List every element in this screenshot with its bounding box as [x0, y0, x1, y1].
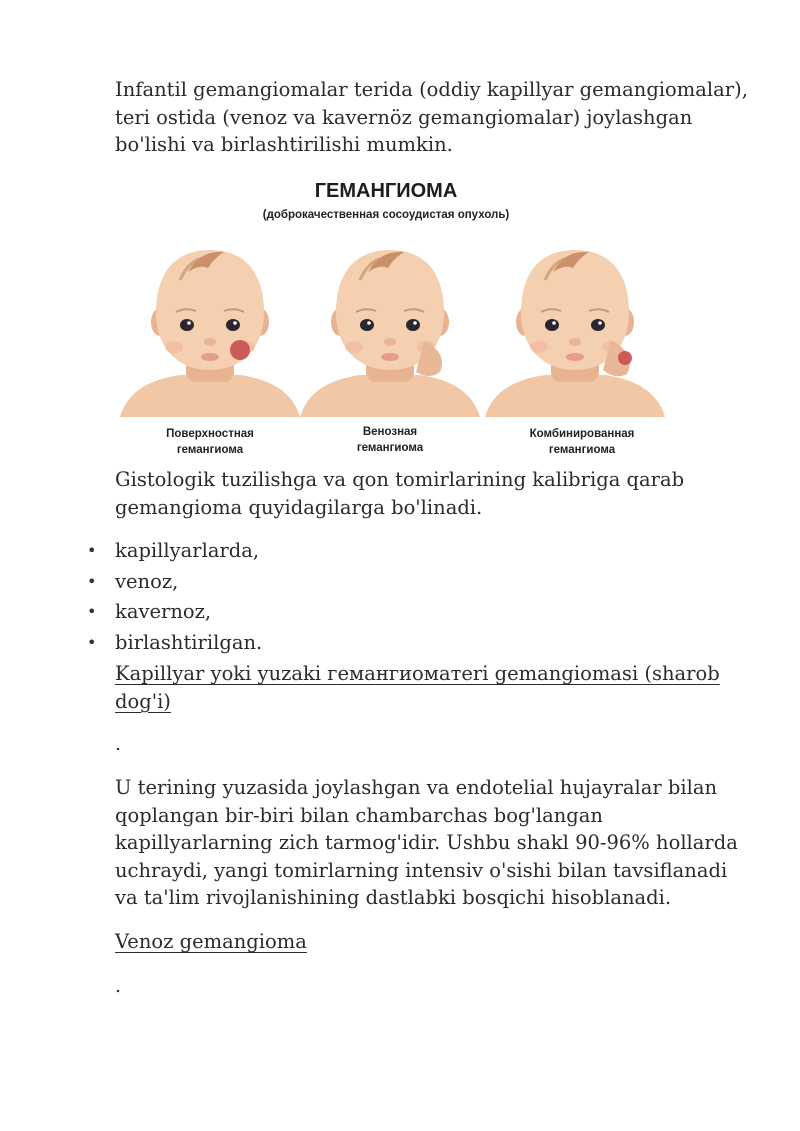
venous-heading[interactable] — [115, 928, 755, 956]
description-line: va ta'lim rivojlanishining dastlabki bosqichi hisoblanadi. — [115, 886, 672, 909]
description-line: U terining yuzasida joylashgan va endotelial hujayralar bilan — [115, 776, 718, 799]
combined-hemangioma-mark — [618, 351, 632, 365]
baby-eye — [226, 319, 240, 331]
figure-subtitle: (доброкачественная сосоудистая опухоль) — [262, 209, 510, 221]
baby-eye — [360, 319, 374, 331]
baby-mouth — [566, 353, 584, 361]
list-item: • venoz, — [0, 567, 262, 598]
capillary-heading[interactable] — [115, 660, 755, 715]
baby-eye-glint — [187, 321, 191, 325]
capillary-link-line[interactable]: Kapillyar yoki yuzaki гемангиоматeri gemangiomasi (sharob — [115, 662, 720, 685]
baby-cheek — [530, 341, 548, 353]
baby-cheek — [345, 341, 363, 353]
baby-eye — [545, 319, 559, 331]
label-venous-line2: гемангиома — [356, 442, 424, 454]
list-item: • kavernoz, — [0, 597, 262, 628]
label-venous-line1: Венозная — [362, 426, 418, 438]
capillary-link-line[interactable]: dog'i) — [115, 689, 171, 713]
baby-combined — [485, 250, 665, 417]
baby-nose — [204, 338, 216, 346]
types-list — [0, 536, 262, 658]
baby-mouth — [201, 353, 219, 361]
baby-eye-glint — [552, 321, 556, 325]
description-line: uchraydi, yangi tomirlarning intensiv o'sishi bilan tavsiflanadi — [115, 858, 728, 882]
separator-dot: . — [115, 975, 122, 997]
intro-line: bo'lishi va birlashtirilishi mumkin. — [115, 133, 453, 156]
intro-paragraph — [115, 76, 755, 159]
hemangioma-figure-svg — [110, 172, 690, 462]
label-superficial-line1: Поверхностная — [166, 428, 254, 440]
superficial-hemangioma-mark — [230, 340, 250, 360]
baby-superficial — [120, 250, 300, 417]
baby-cheek — [165, 341, 183, 353]
baby-nose — [384, 338, 396, 346]
capillary-description — [115, 774, 755, 912]
hemangioma-illustration — [110, 172, 690, 462]
list-item: • kapillyarlarda, — [0, 536, 262, 567]
classification-paragraph — [115, 466, 755, 521]
label-combined-line2: гемангиома — [548, 444, 616, 456]
classification-line: Gistologik tuzilishga va qon tomirlarining kalibriga qarab — [115, 468, 685, 491]
figure-title: ГЕМАНГИОМА — [314, 180, 458, 202]
classification-line: gemangioma quyidagilarga bo'linadi. — [115, 495, 483, 519]
venous-link[interactable]: Venoz gemangioma — [115, 930, 307, 953]
description-line: kapillyarlarning zich tarmog'idir. Ushbu shakl 90-96% hollarda — [115, 831, 738, 854]
separator-dot: . — [115, 733, 122, 755]
baby-eye — [406, 319, 420, 331]
baby-eye-glint — [367, 321, 371, 325]
baby-eye — [591, 319, 605, 331]
baby-eye-glint — [413, 321, 417, 325]
baby-eye-glint — [233, 321, 237, 325]
baby-mouth — [381, 353, 399, 361]
label-superficial-line2: гемангиома — [176, 444, 244, 456]
intro-line: teri ostida (venoz va kavernöz gemangiomalar) joylashgan — [115, 105, 693, 129]
baby-nose — [569, 338, 581, 346]
baby-eye-glint — [598, 321, 602, 325]
list-item: • birlashtirilgan. — [0, 628, 262, 659]
baby-eye — [180, 319, 194, 331]
baby-venous — [300, 250, 480, 417]
intro-line: Infantil gemangiomalar terida (oddiy kapillyar gemangiomalar), — [115, 78, 748, 101]
label-combined-line1: Комбинированная — [529, 428, 635, 440]
description-line: qoplangan bir-biri bilan chambarchas bog'langan — [115, 803, 603, 827]
